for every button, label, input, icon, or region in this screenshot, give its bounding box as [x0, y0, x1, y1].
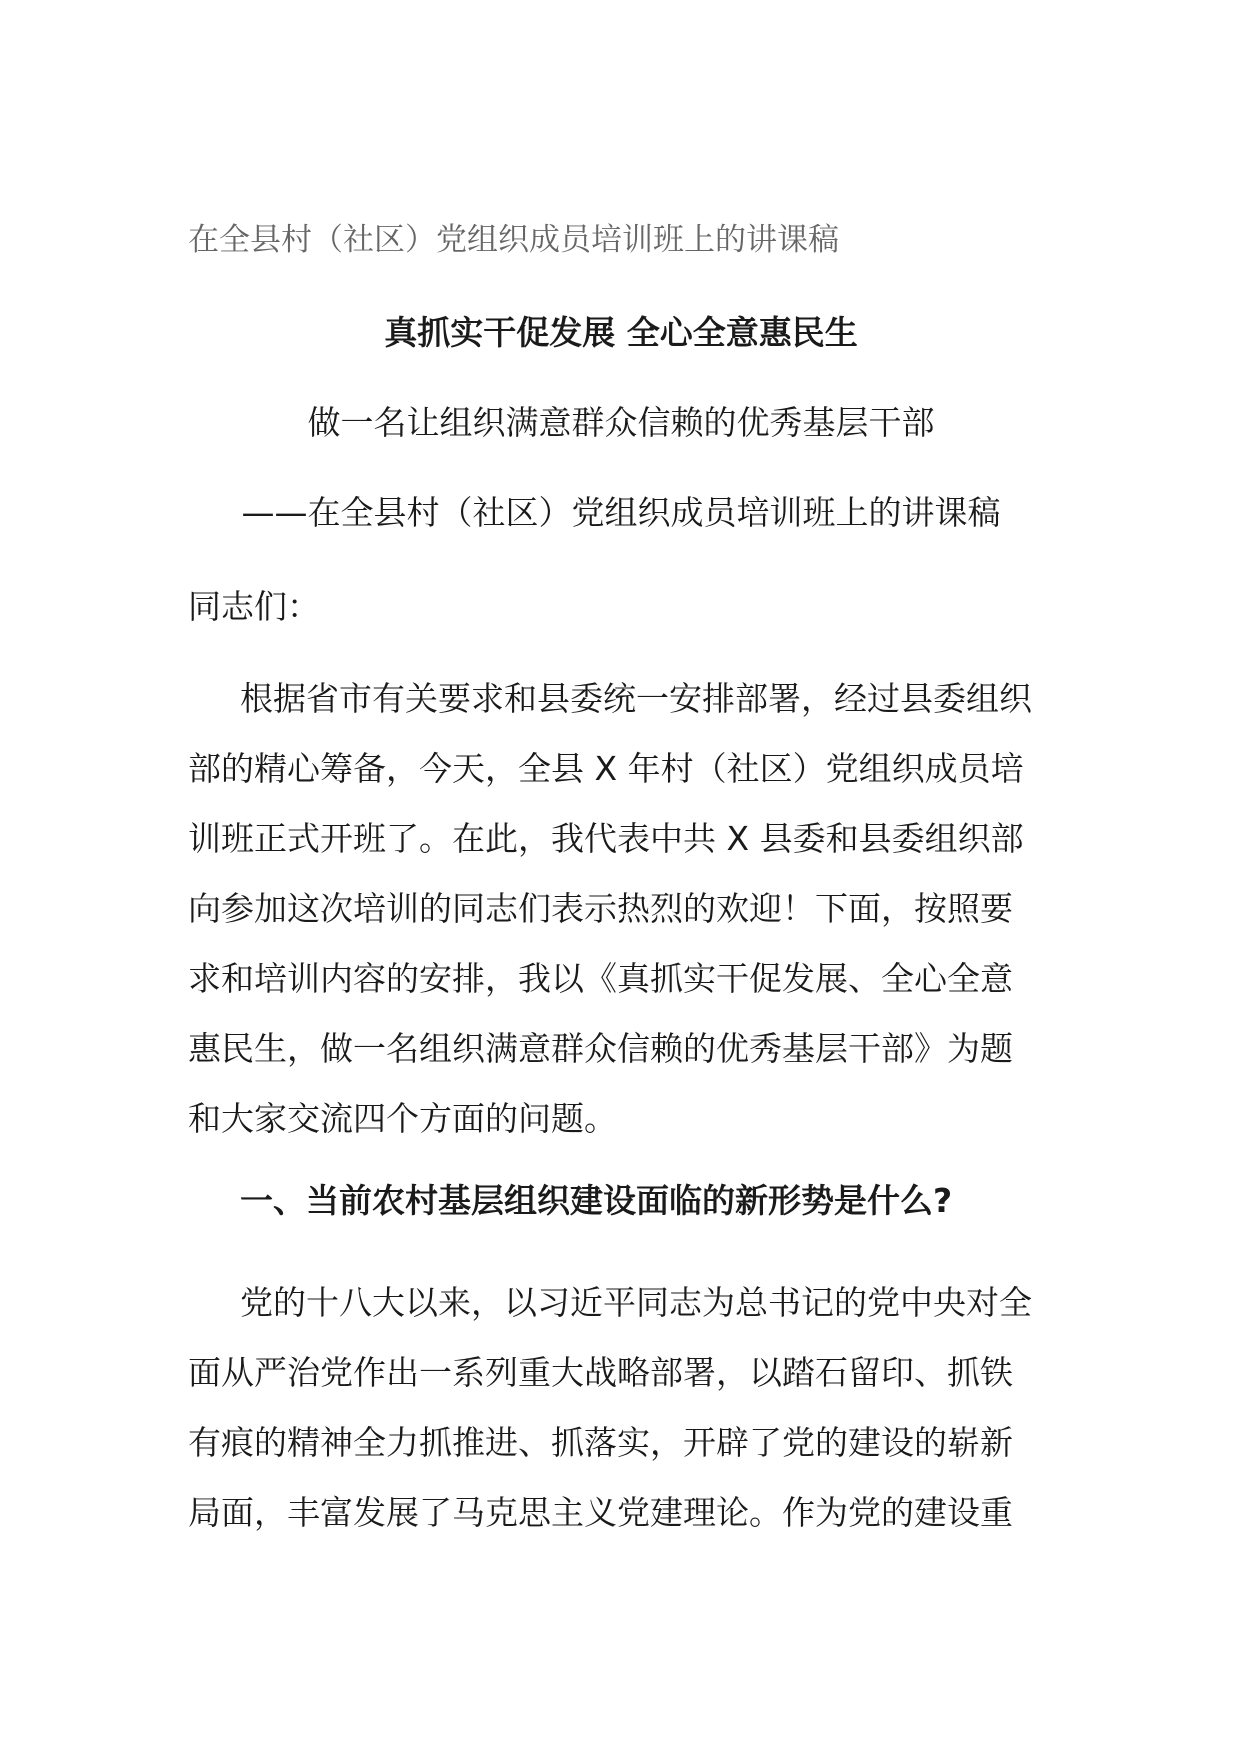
paragraph-line: 根据省市有关要求和县委统一安排部署，经过县委组织 — [240, 679, 1032, 718]
title-main: 真抓实干促发展 全心全意惠民生 — [384, 313, 858, 352]
title-subtitle: 做一名让组织满意群众信赖的优秀基层干部 — [307, 403, 935, 442]
paragraph-section1 — [188, 1268, 1054, 1548]
paragraph-line: 局面，丰富发展了马克思主义党建理论。作为党的建设重 — [188, 1493, 1013, 1532]
paragraph-line: 有痕的精神全力抓推进、抓落实，开辟了党的建设的崭新 — [188, 1423, 1013, 1462]
paragraph-line: 党的十八大以来，以习近平同志为总书记的党中央对全 — [240, 1283, 1032, 1322]
paragraph-line: 求和培训内容的安排，我以《真抓实干促发展、全心全意 — [188, 959, 1013, 998]
salutation: 同志们： — [188, 587, 320, 626]
paragraph-line: 和大家交流四个方面的问题。 — [188, 1099, 617, 1138]
paragraph-opening — [188, 664, 1054, 1154]
paragraph-line: 训班正式开班了。在此，我代表中共 X 县委和县委组织部 — [188, 819, 1024, 858]
paragraph-line: 面从严治党作出一系列重大战略部署，以踏石留印、抓铁 — [188, 1353, 1013, 1392]
paragraph-line: 向参加这次培训的同志们表示热烈的欢迎！下面，按照要 — [188, 889, 1013, 928]
paragraph-line: 部的精心筹备，今天，全县 X 年村（社区）党组织成员培 — [188, 749, 1024, 788]
section-heading-1: 一、当前农村基层组织建设面临的新形势是什么? — [240, 1181, 953, 1220]
title-occasion: ——在全县村（社区）党组织成员培训班上的讲课稿 — [241, 493, 1001, 532]
running-header: 在全县村（社区）党组织成员培训班上的讲课稿 — [188, 222, 839, 258]
paragraph-line: 惠民生，做一名组织满意群众信赖的优秀基层干部》为题 — [188, 1029, 1013, 1068]
